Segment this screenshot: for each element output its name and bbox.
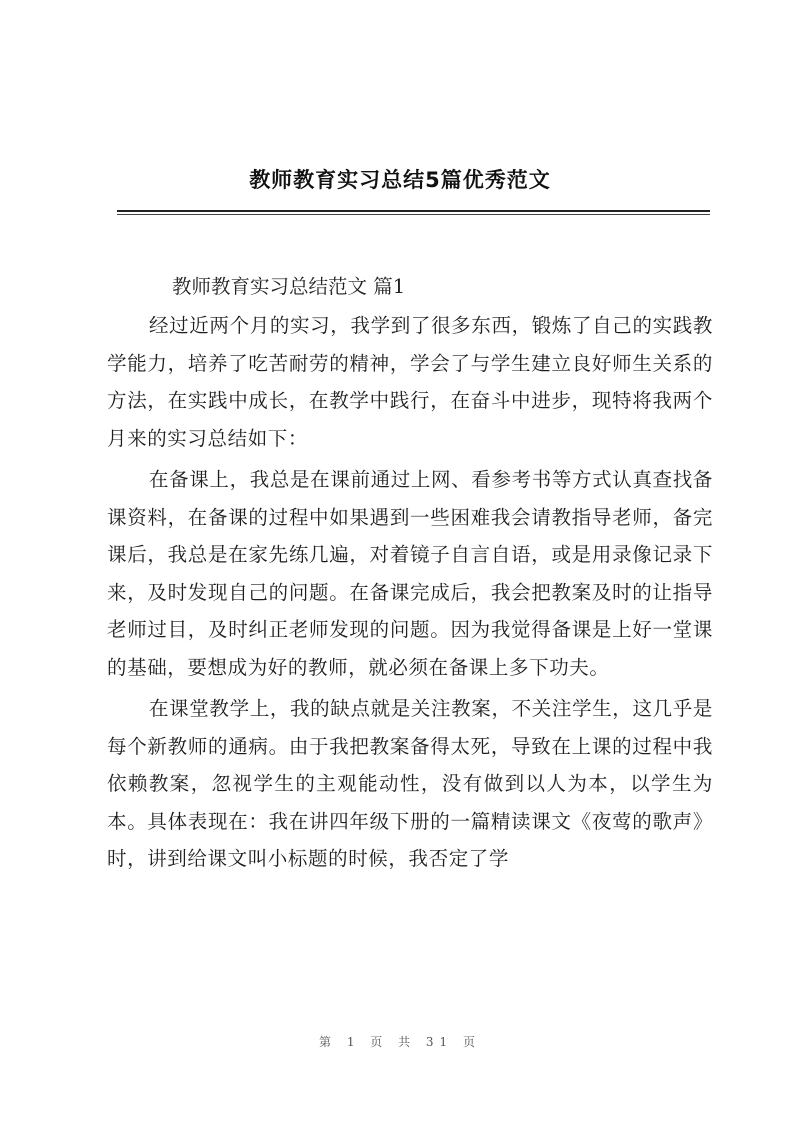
section-heading: 教师教育实习总结范文 篇1	[172, 275, 406, 298]
title-divider-thin	[117, 214, 710, 215]
paragraph-1: 经过近两个月的实习，我学到了很多东西，锻炼了自己的实践教学能力，培养了吃苦耐劳的精神，学会了与学生建立良好师生关系的方法，在实践中成长，在教学中践行，在奋斗中进步，现特将我两个月来的实习总结如下：	[107, 314, 713, 450]
paragraph-2: 在备课上，我总是在课前通过上网、看参考书等方式认真查找备课资料，在备课的过程中如果遇到一些困难我会请教指导老师，备完课后，我总是在家先练几遍，对着镜子自言自语，或是用录像记录下来，及时发现自己的问题。在备课完成后，我会把教案及时的让指导老师过目，及时纠正老师发现的问题。因为我觉得备课是上好一堂课的基础，要想成为好的教师，就必须在备课上多下功夫。	[107, 468, 713, 679]
document-title: 教师教育实习总结5篇优秀范文	[249, 168, 551, 192]
page-number-footer: 第 1 页 共 31 页	[319, 1035, 481, 1049]
title-divider	[117, 210, 710, 212]
document-body	[107, 270, 713, 882]
paragraph-3: 在课堂教学上，我的缺点就是关注教案，不关注学生，这几乎是每个新教师的通病。由于我把教案备得太死，导致在上课的过程中我依赖教案，忽视学生的主观能动性，没有做到以人为本，以学生为本。具体表现在：我在讲四年级下册的一篇精读课文《夜莺的歌声》时，讲到给课文叫小标题的时候，我否定了学	[107, 697, 713, 870]
